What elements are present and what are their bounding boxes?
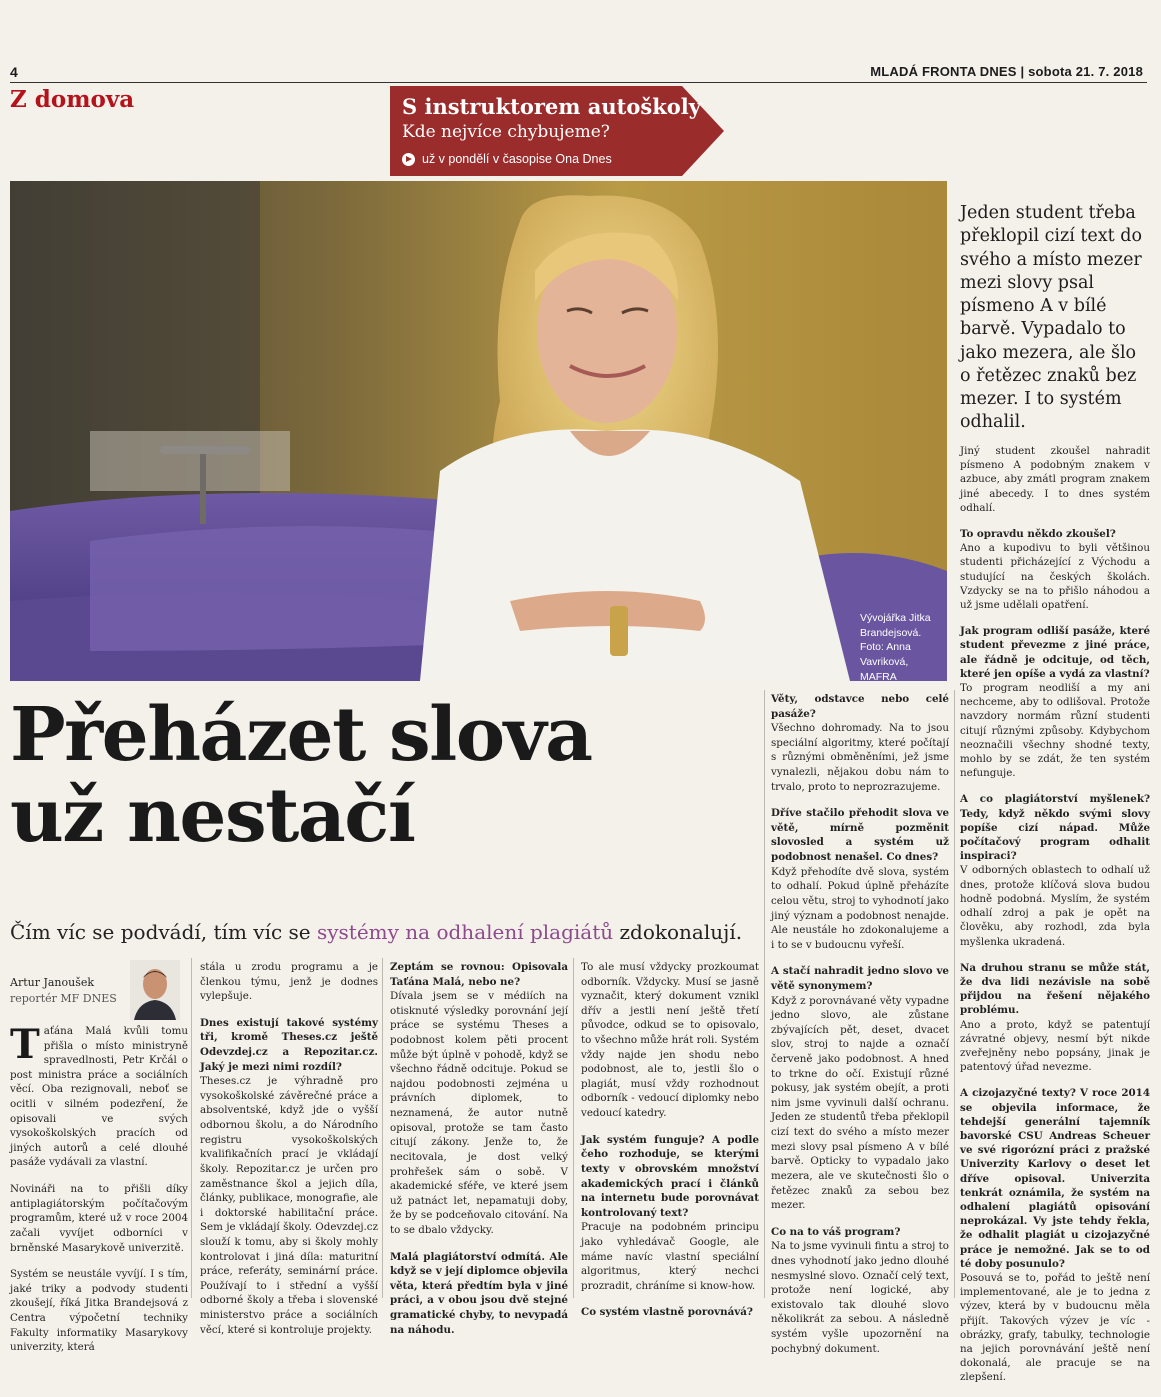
article-column-1: [10, 1021, 188, 1367]
interview-question: Co systém vlastně porovnává?: [581, 1306, 753, 1319]
paragraph: Ano a kupodivu to byli většinou studenti přicházející z Východu a studující na českých školách. Vzdycky se na to přišlo náhodou a už jsme udělali opatření.: [960, 542, 1150, 612]
subhead-post: zdokonalují.: [613, 920, 743, 944]
paragraph: V odborných oblastech to odhalí už dnes, protože klíčová slova budou hodně podobná. Myslím, že systém odhalí zdroj a pak je opět na člověku, aby rozhodl, zda byla myšlenka ukradená.: [960, 864, 1150, 948]
paragraph: Na to jsme vyvinuli fintu a stroj to dnes vyhodnotí jako jedno dlouhé nesmyslné slovo. Označí celý text, protože není logické, aby existovalo tak dlouhé slovo několikrát za sebou. A následně systém vyšle upozornění na pochybný dokument.: [771, 1240, 949, 1355]
interview-question: Dnes existují takové systémy tři, kromě Theses.cz ještě Odevzdej.cz a Repozitar.cz. Jaký je mezi nimi rozdíl?: [200, 1016, 378, 1073]
interview-question: Jak program odliší pasáže, které student převezme z jiné práce, ale řádně je odcituje, od těch, které jen opíše a vydá za vlastní?: [960, 625, 1150, 680]
interview-question: Dříve stačilo přehodit slova ve větě, mírně pozměnit slovosled a systém už podobnost nenašel. Co dnes?: [771, 807, 949, 864]
paragraph: Jiný student zkoušel nahradit písmeno A podobným znakem v azbuce, aby zmátl program znakem jiné abecedy. I to dnes systém odhalí.: [960, 445, 1150, 514]
arrow-right-icon: [402, 153, 415, 166]
article-headline: [10, 692, 760, 860]
paragraph: Systém se neustále vyvíjí. I s tím, jaké triky a podvody studenti zkoušejí, říká Jitka Brandejsová z Centra výpočetní techniky Fakulty informatiky Masarykovy univerzity, která: [10, 1268, 188, 1354]
masthead: MLADÁ FRONTA DNES | sobota 21. 7. 2018: [870, 64, 1143, 79]
paragraph: Theses.cz je výhradně pro vysokoškolské závěrečné práce a absolventské, když jde o vyšší odbornou školu, a do Národního registru vysokoškolských kvalifikačních prací je vkládají školy. Repozitar.cz je určen pro zaměstnance škol a jejich díla, články, publikace, monografie, ale i doktorské habilitační práce. Sem je vkládají školy. Odevzdej.cz slouží k tomu, aby si školy mohly kontrolovat i jiná díla: maturitní práce, referáty, seminární práce. Používají to i střední a vyšší odborné školy a třeba i slovenské ministerstvo práce a sociálních věcí, které si kontroluje projekty.: [200, 1075, 378, 1336]
interview-question: To opravdu někdo zkoušel?: [960, 528, 1116, 541]
interview-question: Na druhou stranu se může stát, že dva lidi nezávisle na sobě přijdou na řešení nějakého problému.: [960, 961, 1150, 1017]
article-column-5: [771, 692, 949, 1368]
paragraph: Novináři na to přišli díky antiplagiátorským počítačovým programům, které už v roce 2004 začali vyvíjet odborníci v brněnské Masarykově univerzitě.: [10, 1183, 188, 1254]
header-rule: [10, 82, 1147, 83]
article-photo: [10, 181, 947, 681]
article-column-2: [200, 960, 378, 1349]
article-subhead: [10, 920, 760, 944]
article-column-3: [390, 960, 568, 1349]
headline-line-2: už nestačí: [10, 773, 415, 860]
article-column-side: [960, 444, 1150, 1397]
drop-cap: T: [10, 1021, 40, 1068]
section-title: Z domova: [10, 86, 135, 113]
page-number: 4: [10, 64, 18, 80]
column-divider: [954, 690, 955, 1298]
interview-question: Malá plagiátorství odmítá. Ale když se v její diplomce objevila věta, která předtím byla v jiné práci, a v obou jsou dvě stejné gramatické chyby, to nevypadá na náhodu.: [390, 1250, 568, 1336]
article-column-4: [581, 960, 759, 1332]
interview-question: A cizojazyčné texty? V roce 2014 se objevila informace, že tehdejší generální tajemník bavorské CSU Andreas Scheuer ve své rigorózní práci z pražské Univerzity Karlovy o deset let dříve opisoval. Univerzita tenkrát oznámila, že systém na odhalení plagiátů opisování neprokázal. Vy jste tehdy řekla, že odhalit plagiát u cizojazyčné práce je nemožné. Jak se to od té doby posunulo?: [960, 1087, 1150, 1270]
column-divider: [382, 958, 383, 1298]
interview-question: Jak systém funguje? A podle čeho rozhoduje, se kterými texty v obrovském množství akademických prací i článků na internetu bude porovnávat kontrolovaný text?: [581, 1133, 759, 1219]
interview-question: A stačí nahradit jedno slovo ve větě synonymem?: [771, 965, 949, 992]
paragraph: Když z porovnávané věty vypadne jedno slovo, ale zůstane zbývajících pět, deset, dvacet slov, stroj to najde a označí červeně jako podobnost. A hned to trkne do očí. Existují různé pokusy, jak systém obejít, a proti nim jsme vyvinuli další ochranu. Jeden ze studentů třeba překlopil cizí text do svého a místo mezer mezi slovy psal písmeno A v bílé barvě. Opticky to vypadalo jako mezera, ale ve skutečnosti šlo o řetězec znaků za sebou bez mezer.: [771, 994, 949, 1212]
promo-subtitle: Kde nejvíce chybujeme?: [402, 122, 610, 142]
headline-line-1: Přeházet slova: [10, 692, 592, 778]
promo-title: S instruktorem autoškoly: [402, 94, 701, 119]
column-divider: [764, 690, 765, 1298]
paragraph: To ale musí vždycky prozkoumat odborník. Vždycky. Musí se jasně vyznačit, který dokument vznikl dřív a jestli není ještě třetí původce, odkud se to opisovalo, to všechno může hrát roli. Systém vždy najde jen shodu nebo podobnost, ale to, jestli šlo o plagiát, musí vždy rozhodnout odborník - vedoucí diplomky nebo vedoucí katedry.: [581, 961, 760, 1120]
interview-question: A co plagiátorství myšlenek? Tedy, když někdo svými slovy popíše cizí nápad. Může počítačový program odhalit inspiraci?: [960, 793, 1150, 863]
author-role: reportér MF DNES: [10, 991, 117, 1005]
photo-caption: Vývojářka Jitka Brandejsová. Foto: Anna Vavriková, MAFRA: [860, 612, 931, 683]
paragraph: Když přehodíte dvě slova, systém to odhalí. Pokud úplně přeházíte celou větu, stroj to vyhodnotí jako jiný význam a podobnost nenajde. Ale neustále ho zdokonalujeme a i to se v budoucnu vyřeší.: [771, 865, 949, 951]
promo-link[interactable]: [402, 152, 612, 166]
paragraph: Všechno dohromady. Na to jsou speciální algoritmy, které počítají s různými obměněními, jež jsme vynalezli, nějakou dobu nám to trvalo, proto to neprozrazujeme.: [771, 722, 949, 793]
portrait-photo-illustration: [10, 181, 947, 681]
interview-question: Co na to váš program?: [771, 1225, 901, 1238]
paragraph: Posouvá se to, pořád to ještě není implementované, ale je to jedna z výzev, která by v budoucnu měla přijít. Takových výzev je víc - obrázky, grafy, tabulky, technologie na jejich porovnávání ještě není dokonalá, ale pracuje se na zlepšení.: [960, 1271, 1150, 1384]
author-name: Artur Janoušek: [10, 976, 95, 989]
promo-link-text: už v pondělí v časopise Ona Dnes: [422, 152, 612, 166]
paragraph: stála u zrodu programu a je členkou týmu, jenž je dodnes vylepšuje.: [200, 961, 378, 1003]
author-byline: [10, 975, 117, 1007]
paragraph: To program neodliší a my ani nechceme, aby to odlišoval. Protože navzdory normám různí studenti citují různými způsoby. Kdybychom neoznačili všechny shodné texty, mohlo by se zdát, že ten systém nefunguje.: [960, 682, 1150, 780]
column-divider: [573, 958, 574, 1298]
paragraph: Pracuje na podobném principu jako vyhledávač Google, ale máme navíc vlastní speciální algoritmus, který nechci prozradit, chráníme si know-how.: [581, 1221, 759, 1292]
interview-question: Věty, odstavce nebo celé pasáže?: [771, 693, 949, 720]
pull-quote: Jeden student třeba překlopil cizí text do svého a místo mezer mezi slovy psal písmeno A v bílé barvě. Vypadalo to jako mezera, ale šlo o řetězec znaků bez mezer. I to systém odhalil.: [960, 203, 1142, 433]
author-photo: [130, 960, 180, 1020]
paragraph: Dívala jsem se v médiích na otisknuté výsledky porovnání její práce se systému Theses a podobnost kolem pěti procent může být úplně v pohodě, když se všechno řádně odcituje. Pokud se najdou podobnosti zejména u právních diplomek, to neznamená, že autor nutně opisoval, protože se tam často citují zákony. Jenže to, že necitovala, je dost velký prohřešek sám o sobě. V akademické sféře, ve které jsem už patnáct let, nepamatuji doby, že by se podceňovalo citování. Na to se dbalo vždycky.: [390, 990, 568, 1236]
subhead-pre: Čím víc se podvádí, tím víc se: [10, 920, 317, 944]
subhead-highlight: systémy na odhalení plagiátů: [316, 920, 614, 944]
paragraph: Ano a proto, když se patentují závratné objevy, nesmí být nikde zveřejněny nebo popsány, jinak je patentový úřad nevezme.: [960, 1018, 1150, 1074]
promo-banner[interactable]: [390, 86, 724, 176]
paragraph: Taťána Malá kvůli tomu přišla o místo ministryně spravedlnosti, Petr Krčál o post ministra práce a sociálních věcí. Oba rezignovali, neboť se ocitli v silném podezření, že opisovali ve svých vysokoškolských pracích od jiných autorů a celé dlouhé pasáže vydávali za vlastní.: [10, 1021, 188, 1169]
column-divider: [191, 958, 192, 1298]
interview-question: Zeptám se rovnou: Opisovala Taťána Malá, nebo ne?: [390, 961, 568, 988]
